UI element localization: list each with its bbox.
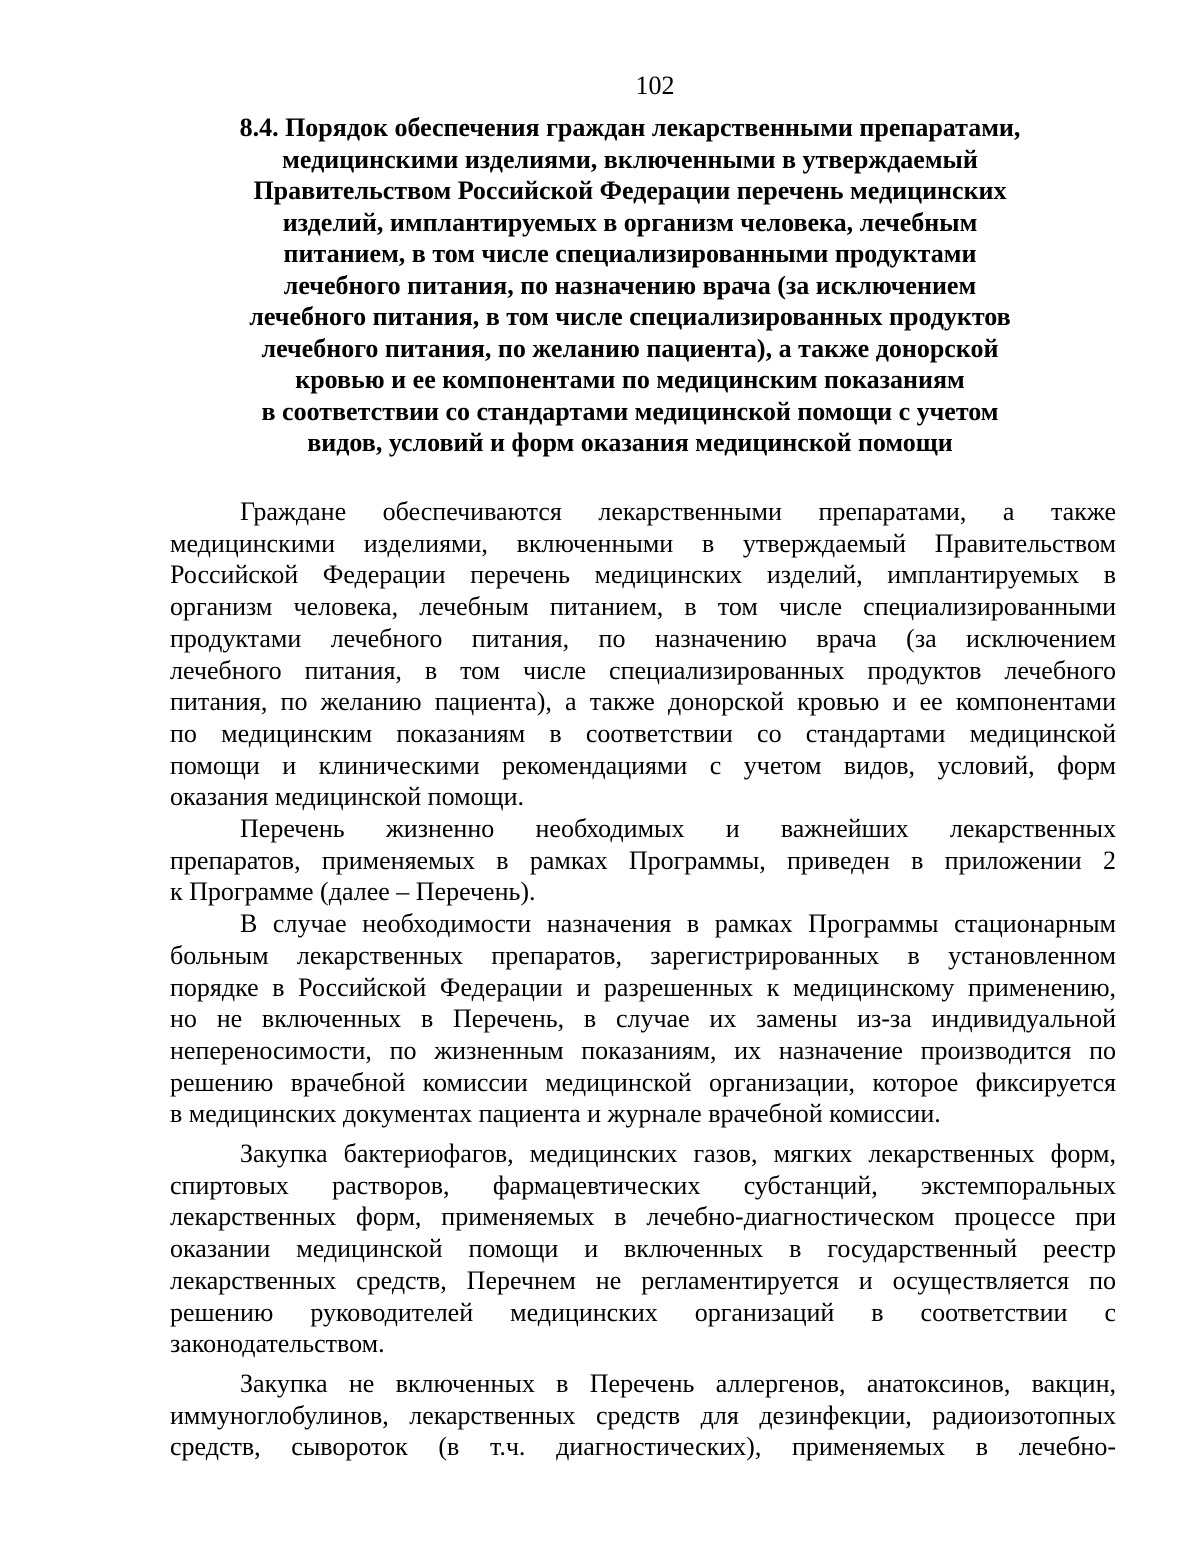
paragraph-line: средств, сывороток (в т.ч. диагностических), применяемых в лечебно-: [170, 1432, 1116, 1462]
heading-line: лечебного питания, в том числе специализированных продуктов: [249, 302, 1011, 331]
paragraph-line: лекарственных форм, применяемых в лечебно-диагностическом процессе при: [170, 1202, 1116, 1232]
paragraph-line: больным лекарственных препаратов, зарегистрированных в установленном: [170, 940, 1116, 970]
heading-line: 8.4. Порядок обеспечения граждан лекарственными препаратами,: [239, 113, 1021, 142]
paragraph-line: лечебного питания, в том числе специализированных продуктов лечебного: [170, 655, 1116, 685]
paragraph-line: оказания медицинской помощи.: [170, 782, 524, 812]
paragraph-line: к Программе (далее – Перечень).: [170, 877, 536, 907]
paragraph-line: Граждане обеспечиваются лекарственными препаратами, а также: [240, 497, 1116, 526]
paragraph-line: лекарственных средств, Перечнем не регламентируется и осуществляется по: [170, 1265, 1116, 1295]
paragraph-line: помощи и клиническими рекомендациями с учетом видов, условий, форм: [170, 750, 1116, 780]
paragraph: [170, 496, 1116, 813]
paragraph-line: непереносимости, по жизненным показаниям, их назначение производится по: [170, 1035, 1116, 1065]
paragraph-line: иммуноглобулинов, лекарственных средств для дезинфекции, радиоизотопных: [170, 1400, 1116, 1430]
heading-line: видов, условий и форм оказания медицинской помощи: [307, 428, 953, 457]
paragraph-line: Закупка бактериофагов, медицинских газов, мягких лекарственных форм,: [240, 1139, 1116, 1169]
heading-line: питанием, в том числе специализированными продуктами: [283, 239, 977, 268]
paragraph-line: продуктами лечебного питания, по назначению врача (за исключением: [170, 623, 1116, 653]
paragraph-line: по медицинским показаниям в соответствии со стандартами медицинской: [170, 718, 1116, 748]
section-heading: [200, 112, 1060, 459]
paragraph: [170, 813, 1116, 908]
paragraph-line: законодательством.: [170, 1329, 385, 1359]
paragraph-line: порядке в Российской Федерации и разрешенных к медицинскому применению,: [170, 972, 1116, 1002]
paragraph: [170, 1138, 1116, 1360]
heading-line: кровью и ее компонентами по медицинским показаниям: [295, 365, 965, 394]
heading-line: лечебного питания, по назначению врача (за исключением: [283, 270, 977, 300]
paragraph-line: Российской Федерации перечень медицинских изделий, имплантируемых в: [170, 560, 1116, 590]
heading-line: лечебного питания, по желанию пациента), а также донорской: [261, 333, 999, 363]
paragraph: [170, 908, 1116, 1130]
heading-line: изделий, имплантируемых в организм человека, лечебным: [282, 207, 978, 237]
paragraph-line: питания, по желанию пациента), а также донорской кровью и ее компонентами: [170, 687, 1116, 717]
paragraph-line: препаратов, применяемых в рамках Программы, приведен в приложении 2: [170, 845, 1116, 875]
heading-line: в соответствии со стандартами медицинской помощи с учетом: [261, 396, 999, 426]
paragraph-line: решению врачебной комиссии медицинской организации, которое фиксируется: [170, 1067, 1116, 1097]
paragraph-line: но не включенных в Перечень, в случае их замены из-за индивидуальной: [170, 1004, 1116, 1034]
document-body: [170, 496, 1116, 1463]
paragraph-line: спиртовых растворов, фармацевтических субстанций, экстемпоральных: [170, 1170, 1116, 1200]
paragraph: [170, 1368, 1116, 1463]
paragraph-line: организм человека, лечебным питанием, в том числе специализированными: [170, 592, 1116, 622]
heading-line: Правительством Российской Федерации перечень медицинских: [253, 176, 1007, 205]
paragraph-line: оказании медицинской помощи и включенных в государственный реестр: [170, 1234, 1116, 1264]
page-number: 102: [635, 71, 675, 100]
paragraph-line: В случае необходимости назначения в рамках Программы стационарным: [240, 909, 1116, 939]
paragraph-line: решению руководителей медицинских организаций в соответствии с: [170, 1297, 1116, 1327]
paragraph-line: Перечень жизненно необходимых и важнейших лекарственных: [240, 814, 1116, 844]
paragraph-line: Закупка не включенных в Перечень аллергенов, анатоксинов, вакцин,: [240, 1368, 1116, 1398]
heading-line: медицинскими изделиями, включенными в утверждаемый: [282, 144, 978, 174]
paragraph-line: в медицинских документах пациента и журнале врачебной комиссии.: [170, 1099, 941, 1129]
paragraph-line: медицинскими изделиями, включенными в утверждаемый Правительством: [170, 528, 1116, 558]
